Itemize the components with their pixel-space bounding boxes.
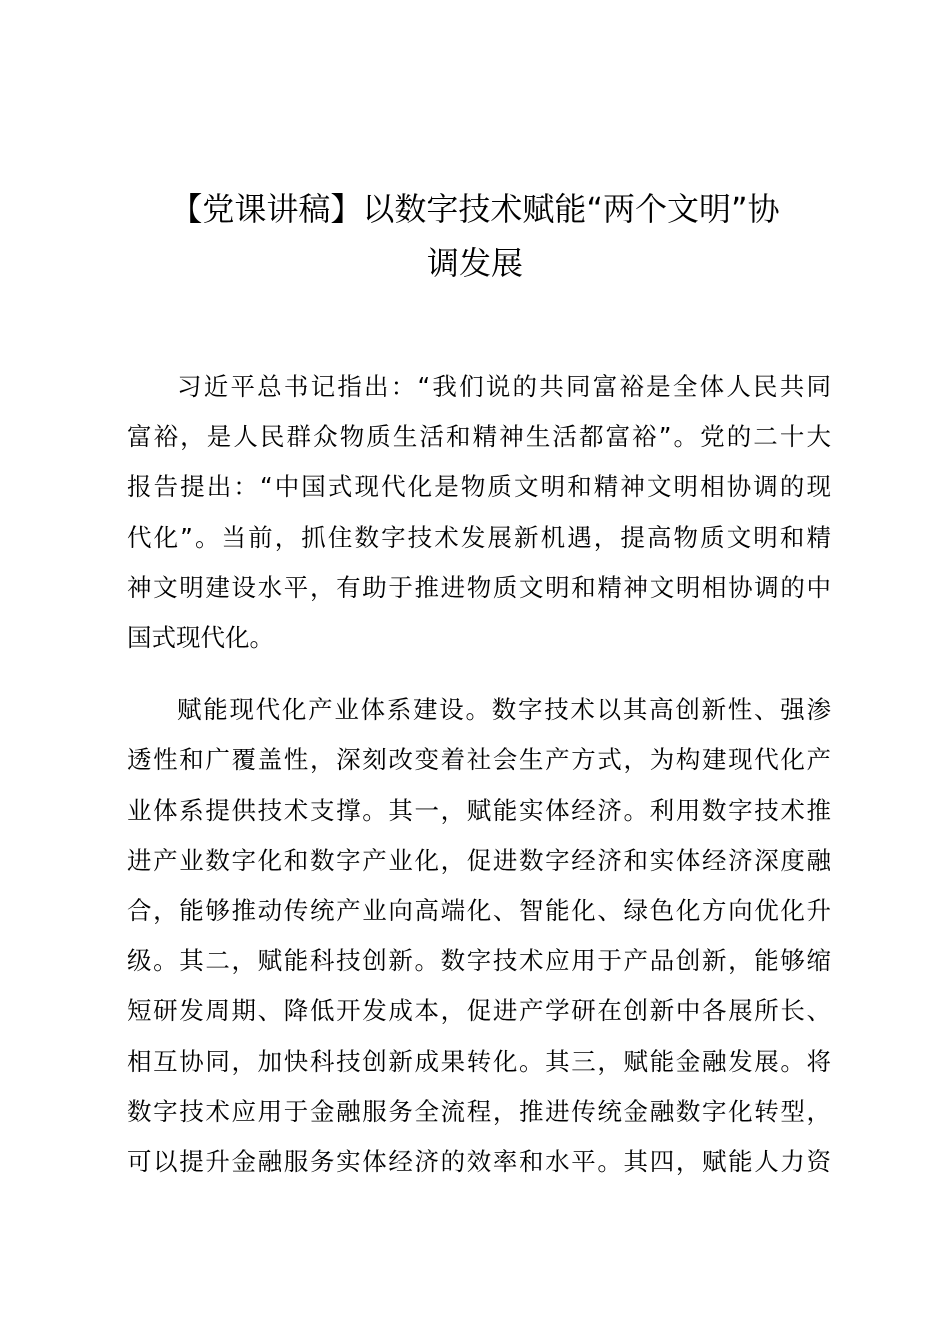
text-line: 可以提升金融服务实体经济的效率和水平。其四，赋能人力资	[127, 1147, 831, 1177]
text-line: 习近平总书记指出：“我们说的共同富裕是全体人民共同	[177, 372, 831, 401]
text-line: 国式现代化。	[127, 623, 274, 653]
text-line: 富裕，是人民群众物质生活和精神生活都富裕”。党的二十大	[127, 422, 831, 452]
title-line-2: 调发展	[426, 244, 523, 282]
text-line: 神文明建设水平，有助于推进物质文明和精神文明相协调的中	[127, 572, 831, 602]
text-line: 数字技术应用于金融服务全流程，推进传统金融数字化转型，	[127, 1096, 831, 1126]
text-line: 业体系提供技术支撑。其一，赋能实体经济。利用数字技术推	[127, 795, 831, 825]
text-line: 级。其二，赋能科技创新。数字技术应用于产品创新，能够缩	[127, 946, 831, 976]
text-line: 赋能现代化产业体系建设。数字技术以其高创新性、强渗	[177, 695, 831, 725]
text-line: 报告提出：“中国式现代化是物质文明和精神文明相协调的现	[127, 472, 831, 502]
document-title	[118, 182, 832, 290]
text-line: 代化”。当前，抓住数字技术发展新机遇，提高物质文明和精	[127, 522, 831, 552]
text-line: 合，能够推动传统产业向高端化、智能化、绿色化方向优化升	[127, 896, 831, 926]
text-line: 短研发周期、降低开发成本，促进产学研在创新中各展所长、	[127, 996, 831, 1026]
paragraph-intro	[127, 362, 831, 663]
title-line-1: 【党课讲稿】以数字技术赋能“两个文明”协	[170, 190, 780, 228]
text-line: 透性和广覆盖性，深刻改变着社会生产方式，为构建现代化产	[127, 745, 831, 775]
paragraph-industry	[127, 685, 831, 1187]
document-body	[127, 362, 831, 1187]
text-line: 相互协同，加快科技创新成果转化。其三，赋能金融发展。将	[127, 1046, 831, 1076]
text-line: 进产业数字化和数字产业化，促进数字经济和实体经济深度融	[127, 845, 831, 875]
